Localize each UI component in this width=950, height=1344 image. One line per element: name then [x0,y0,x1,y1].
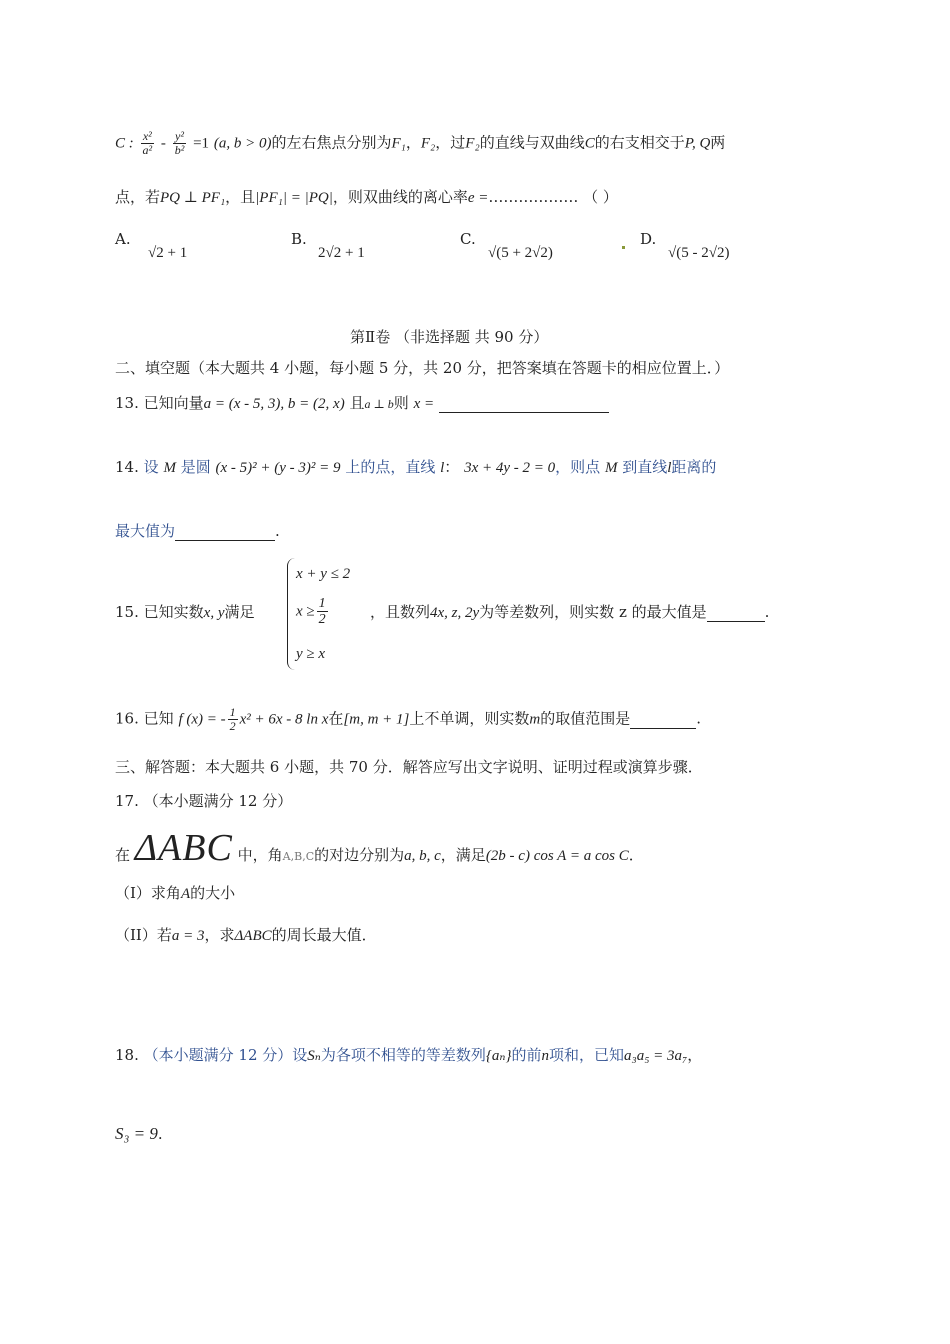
q13-perp: a ⊥ b [364,397,394,411]
q14-answer-blank [175,522,275,541]
q15-text-a: 15. 已知实数x, y满足 [115,603,255,621]
q15-text-b: ，且数列4x, z, 2y为等差数列，则实数 z 的最大值是 . [370,603,770,621]
q12-option-b: 2√2 + 1 [318,245,365,261]
part2-title: 第Ⅱ卷 （非选择题 共 90 分） [350,328,549,346]
q12-condition: (a, b > 0) [213,135,272,152]
q13-vectors: a = (x - 5, 3), b = (2, x) [203,396,345,412]
q12-frac-x: $\frac{\text{x²}}{\text{a²}}$ [142,129,153,158]
q12-option-b-label: B. [291,230,307,248]
q14-line2: 最大值为 . [115,522,280,540]
q15-constraint-system [287,558,378,670]
stray-dot [622,246,625,249]
q16-answer-blank [630,710,696,729]
q12-stem-pre: C : [115,135,134,152]
q15-constraint-3: y ≥ x [296,646,326,662]
section3-heading: 三、解答题：本大题共 6 小题，共 70 分．解答应写出文字说明、证明过程或演算步骤． [115,758,703,776]
q17-condition: (2b - c) cos A = a cos C [485,848,629,864]
q14-circle: (x - 5)² + (y - 3)² = 9 [215,460,341,476]
q15-answer-blank [707,603,765,622]
q15-constraint-1: x + y ≤ 2 [296,566,351,582]
q12-answer-blank: ……………… （ ） [488,188,618,206]
q12-option-a: √2 + 1 [148,245,188,261]
section2-heading: 二、填空题（本大题共 4 小题，每小题 5 分，共 20 分，把答案填在答题卡的相应位置上．） [115,359,730,377]
q14-line-eq: 3x + 4y - 2 = 0 [464,460,556,476]
q17-header: 17. （本小题满分 12 分） [115,792,293,810]
q17-triangle-large: ΔABC [134,827,233,869]
q13-answer-blank [439,394,609,413]
q14-line1: 14. 设 M 是圆 (x - 5)² + (y - 3)² = 9 上的点，直线 l： 3x + 4y - 2 = 0，则点 M 到直线l距离的 [115,458,717,476]
q17-part2: （II）若a = 3，求ΔABC的周长最大值． [115,926,377,944]
q17-stem: 在 ΔABC 中，角A,B,C的对边分别为a, b, c，满足(2b - c) cos A = a cos C． [115,827,644,869]
q12-option-c-label: C. [460,230,476,248]
q16: 16. 已知 f (x) = - $\frac{1}{2}$ x² + 6x - 8 ln x在[m, m + 1]上不单调，则实数m的取值范围是 . [115,705,702,734]
q18-line2: S₃ = 9. [115,1124,163,1143]
q16-interval: [m, m + 1] [343,711,410,728]
q12-frac-y: $\frac{\text{y²}}{\text{b²}}$ [174,129,185,158]
q18-line1: 18. （本小题满分 12 分）设Sₙ为各项不相等的等差数列{aₙ}的前n项和，已知a₃a₅ = 3a₇， [115,1046,703,1064]
q13: 13. 已知向量a = (x - 5, 3), b = (2, x) 且a ⊥ b则 x = [115,394,609,413]
q12-line1: C : $\frac{\text{x²}}{\text{a²}}$ - $\frac{\text{y²}}{\text{b²}}$ =1 (a, b > 0)的左右焦点分别为F₁，F₂，过F₂的直线与双曲线C的右支相交于P, Q两 [115,129,726,158]
q17-part1: （I）求角A的大小 [115,884,236,902]
q15-constraint-2: x ≥ $\frac{1}{2}$ [296,596,326,628]
q12-option-a-label: A. [115,230,131,248]
q16-function: x² + 6x - 8 ln x [239,711,329,728]
q18-condition-2: S₃ = 9 [115,1124,158,1143]
q12-option-d-label: D. [640,230,657,248]
q18-condition-1: a₃a₅ = 3a₇ [623,1048,688,1064]
q12-option-d: √(5 - 2√2) [668,245,730,261]
q12-line2: 点，若PQ ⊥ PF₁，且|PF₁| = |PQ|，则双曲线的离心率e =……………… （ ） [115,188,618,206]
q12-option-c: √(5 + 2√2) [488,245,553,261]
